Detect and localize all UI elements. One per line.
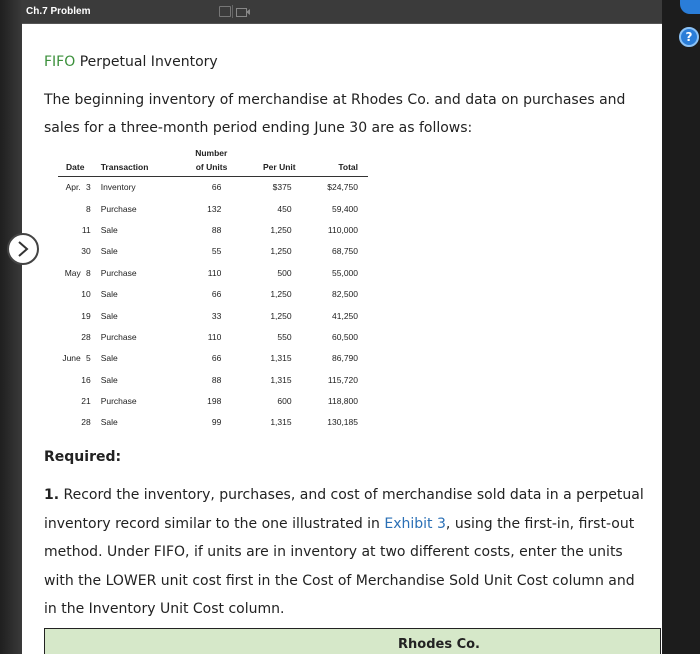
row-transaction: Purchase xyxy=(100,331,137,342)
row-units: 33 xyxy=(211,310,222,321)
row-month xyxy=(58,219,81,240)
row-total: 110,000 xyxy=(327,224,358,235)
row-total: 68,750 xyxy=(332,246,358,257)
table-row xyxy=(58,326,368,347)
row-units: 110 xyxy=(207,331,222,342)
table-row xyxy=(58,283,368,304)
row-per-unit: $375 xyxy=(272,182,292,193)
header-units-line2: of Units xyxy=(169,162,231,177)
row-day: 21 xyxy=(81,396,91,407)
row-total: 60,500 xyxy=(332,331,358,342)
instruction-number: 1. xyxy=(44,487,60,503)
table-row xyxy=(58,348,368,369)
table-row xyxy=(58,219,368,240)
table-row xyxy=(58,412,368,433)
row-transaction: Purchase xyxy=(100,203,137,214)
row-per-unit: 600 xyxy=(277,396,292,407)
row-month: Apr. xyxy=(65,182,81,193)
row-transaction: Purchase xyxy=(100,396,137,407)
right-panel-edge xyxy=(660,0,700,654)
row-units: 132 xyxy=(207,203,222,214)
top-right-control[interactable] xyxy=(680,0,700,14)
row-units: 110 xyxy=(207,267,222,278)
answer-table-header xyxy=(44,628,661,654)
row-day: 5 xyxy=(85,353,91,364)
table-row xyxy=(58,241,368,262)
header-per-unit: Per Unit xyxy=(231,162,297,177)
row-total: 130,185 xyxy=(327,417,358,428)
row-total: 59,400 xyxy=(332,203,358,214)
table-row xyxy=(58,198,368,219)
row-day: 16 xyxy=(81,374,91,385)
table-row xyxy=(58,262,368,283)
row-per-unit: 1,250 xyxy=(270,246,292,257)
row-day: 10 xyxy=(81,289,91,300)
row-per-unit: 1,315 xyxy=(270,417,292,428)
row-total: 55,000 xyxy=(332,267,358,278)
table-row xyxy=(58,369,368,390)
row-transaction: Sale xyxy=(100,310,118,321)
question-icon[interactable]: ? xyxy=(679,27,699,47)
header-units-line1: Number xyxy=(195,148,228,158)
instruction-part-2: , using the first-in, first-out method. Under FIFO, if units are in inventory at two different costs, enter the units with the LOWER unit cost first in the Cost of Merchandise Sold Unit Cost column and in the Inventory Unit Cost column. xyxy=(44,515,635,617)
row-per-unit: 1,315 xyxy=(270,353,292,364)
row-transaction: Sale xyxy=(100,224,118,235)
book-icon[interactable] xyxy=(219,6,231,17)
instruction-part-1: Record the inventory, purchases, and cost of merchandise sold data in a perpetual inventory record similar to the one illustrated in xyxy=(44,487,644,532)
row-day: 11 xyxy=(81,224,91,235)
row-day: 19 xyxy=(81,310,91,321)
left-panel-edge xyxy=(0,0,22,654)
problem-header-bar xyxy=(22,0,662,24)
intro-text: The beginning inventory of merchandise at Rhodes Co. and data on purchases and sales for a three-month period ending June 30 are as follows: xyxy=(44,92,626,136)
row-month xyxy=(58,198,81,219)
row-day: 8 xyxy=(85,203,91,214)
row-total: 82,500 xyxy=(332,289,358,300)
table-row xyxy=(58,390,368,411)
table-row xyxy=(58,305,368,326)
row-transaction: Purchase xyxy=(100,267,137,278)
row-transaction: Sale xyxy=(100,417,118,428)
row-per-unit: 1,315 xyxy=(270,374,292,385)
row-day: 28 xyxy=(81,417,91,428)
required-label: Required: xyxy=(44,449,122,465)
problem-title: Ch.7 Problem xyxy=(26,6,91,17)
row-day: 3 xyxy=(85,182,91,193)
row-day: 28 xyxy=(81,331,91,342)
row-units: 88 xyxy=(211,224,222,235)
row-units: 55 xyxy=(211,246,222,257)
row-units: 66 xyxy=(211,353,222,364)
instruction-text xyxy=(44,481,649,624)
header-total: Total xyxy=(298,162,368,177)
row-per-unit: 1,250 xyxy=(270,289,292,300)
row-transaction: Sale xyxy=(100,374,118,385)
row-units: 66 xyxy=(211,289,222,300)
row-day: 8 xyxy=(85,267,91,278)
row-transaction: Inventory xyxy=(100,182,136,193)
row-units: 99 xyxy=(211,417,222,428)
row-per-unit: 550 xyxy=(277,331,292,342)
row-month xyxy=(58,369,81,390)
problem-content xyxy=(22,24,662,654)
row-month xyxy=(58,283,81,304)
row-month xyxy=(58,326,81,347)
row-month xyxy=(58,412,81,433)
row-total: 115,720 xyxy=(327,374,358,385)
row-total: $24,750 xyxy=(327,182,358,193)
exhibit-link[interactable]: Exhibit 3 xyxy=(384,515,446,532)
chevron-right-icon[interactable] xyxy=(7,233,39,265)
heading-rest: Perpetual Inventory xyxy=(75,54,218,70)
row-transaction: Sale xyxy=(100,289,118,300)
video-icon[interactable] xyxy=(236,6,250,17)
header-date: Date xyxy=(58,162,95,177)
company-name: Rhodes Co. xyxy=(398,637,480,652)
row-per-unit: 500 xyxy=(277,267,292,278)
row-month: June xyxy=(62,353,81,364)
row-month xyxy=(58,305,81,326)
header-divider xyxy=(232,5,233,18)
problem-heading xyxy=(44,54,218,70)
row-total: 118,800 xyxy=(327,396,358,407)
row-month: May xyxy=(64,267,81,278)
row-total: 86,790 xyxy=(332,353,358,364)
row-per-unit: 1,250 xyxy=(270,310,292,321)
row-transaction: Sale xyxy=(100,246,118,257)
row-month xyxy=(58,390,81,411)
row-month xyxy=(58,241,81,262)
heading-fifo: FIFO xyxy=(44,54,76,70)
header-transaction: Transaction xyxy=(95,162,170,177)
row-per-unit: 1,250 xyxy=(270,224,292,235)
table-row xyxy=(58,177,368,198)
row-units: 198 xyxy=(207,396,222,407)
row-per-unit: 450 xyxy=(277,203,292,214)
inventory-data-table xyxy=(58,148,368,433)
row-day: 30 xyxy=(81,246,91,257)
row-units: 66 xyxy=(211,182,222,193)
row-transaction: Sale xyxy=(100,353,118,364)
row-units: 88 xyxy=(211,374,222,385)
row-total: 41,250 xyxy=(332,310,358,321)
